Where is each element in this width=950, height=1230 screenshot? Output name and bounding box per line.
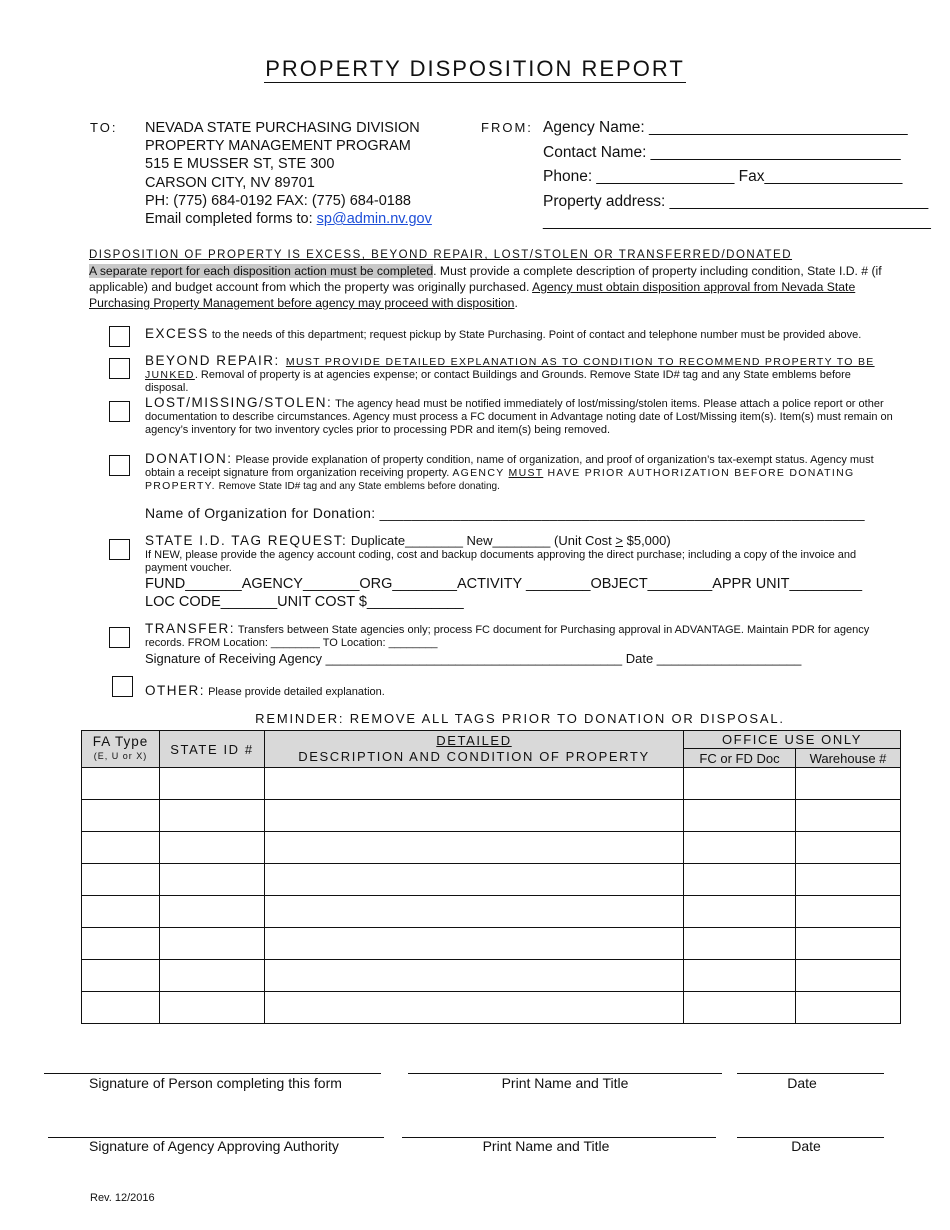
- table-cell[interactable]: [160, 896, 265, 928]
- table-cell[interactable]: [684, 896, 796, 928]
- beyond-repair-option: [145, 354, 895, 395]
- tag-ge-sign: >: [615, 533, 623, 548]
- excess-option: [145, 327, 895, 342]
- donation-checkbox[interactable]: [109, 455, 130, 476]
- warehouse-header: Warehouse #: [796, 749, 901, 768]
- receiving-agency-signature-field[interactable]: Signature of Receiving Agency _________________________________________ Date ____________________: [145, 651, 802, 666]
- lost-checkbox[interactable]: [109, 401, 130, 422]
- table-cell[interactable]: [684, 992, 796, 1024]
- table-cell[interactable]: [265, 768, 684, 800]
- transfer-text: Transfers between State agencies only; process FC document for Purchasing approval in ADVANTAGE. Maintain PDR for agency records. FROM Location: ________ TO Location: ________: [145, 624, 870, 649]
- table-cell[interactable]: [82, 832, 160, 864]
- table-cell[interactable]: [82, 768, 160, 800]
- donation-caps-1: AGENCY: [452, 467, 509, 479]
- print-name-label-1: Print Name and Title: [501, 1075, 629, 1091]
- reminder-text: REMINDER: REMOVE ALL TAGS PRIOR TO DONATION OR DISPOSAL.: [255, 711, 785, 726]
- phone-fax-field[interactable]: Phone: ________________ Fax________________: [543, 168, 903, 186]
- date-label-2: Date: [791, 1138, 821, 1154]
- date-line-1[interactable]: [737, 1073, 884, 1074]
- fa-type-label: FA Type: [92, 734, 149, 749]
- tag-cost-threshold: $5,000): [623, 533, 671, 548]
- other-checkbox[interactable]: [112, 676, 133, 697]
- to-line-3: 515 E MUSSER ST, STE 300: [145, 156, 335, 173]
- lost-option: [145, 396, 895, 437]
- to-address: [145, 119, 432, 228]
- page-title: PROPERTY DISPOSITION REPORT: [265, 56, 685, 81]
- other-text: Please provide detailed explanation.: [205, 686, 385, 698]
- table-cell[interactable]: [684, 928, 796, 960]
- lost-label: LOST/MISSING/STOLEN:: [145, 395, 333, 410]
- table-cell[interactable]: [684, 864, 796, 896]
- print-name-line-1[interactable]: [408, 1073, 722, 1074]
- table-cell[interactable]: [160, 768, 265, 800]
- to-label: TO:: [90, 120, 118, 135]
- person-signature-line[interactable]: [44, 1073, 381, 1074]
- loc-code-field[interactable]: LOC CODE_______UNIT COST $____________: [145, 594, 464, 610]
- property-table: [81, 730, 901, 1024]
- table-row: [82, 832, 901, 864]
- property-address-field[interactable]: Property address: ______________________________: [543, 192, 929, 210]
- donation-tail: Remove State ID# tag and any State emblems before donating.: [215, 481, 500, 492]
- transfer-label: TRANSFER:: [145, 621, 236, 636]
- table-cell[interactable]: [796, 768, 901, 800]
- beyond-repair-checkbox[interactable]: [109, 358, 130, 379]
- fa-type-header: [82, 731, 160, 768]
- table-cell[interactable]: [796, 992, 901, 1024]
- table-cell[interactable]: [82, 800, 160, 832]
- excess-checkbox[interactable]: [109, 326, 130, 347]
- table-row: [82, 768, 901, 800]
- other-label: OTHER:: [145, 683, 206, 698]
- to-line-2: PROPERTY MANAGEMENT PROGRAM: [145, 138, 411, 155]
- disposition-text: . Must provide a complete description of property including condition, State I.D. # (if applicable) and budget account from which the property was originally purchased.: [89, 264, 882, 294]
- other-option: [145, 684, 895, 699]
- print-name-label-2: Print Name and Title: [482, 1138, 610, 1154]
- table-cell[interactable]: [265, 928, 684, 960]
- table-row: [82, 896, 901, 928]
- table-cell[interactable]: [160, 992, 265, 1024]
- table-cell[interactable]: [796, 928, 901, 960]
- email-link[interactable]: sp@admin.nv.gov: [316, 211, 432, 228]
- to-line-1: NEVADA STATE PURCHASING DIVISION: [145, 120, 420, 136]
- table-cell[interactable]: [265, 864, 684, 896]
- fa-type-sub: (E, U or X): [93, 751, 148, 761]
- table-row: [82, 800, 901, 832]
- email-prefix: Email completed forms to:: [145, 211, 317, 228]
- table-cell[interactable]: [684, 832, 796, 864]
- table-row: [82, 928, 901, 960]
- fc-doc-header: FC or FD Doc: [684, 749, 796, 768]
- table-cell[interactable]: [82, 864, 160, 896]
- disposition-notice: [89, 247, 889, 311]
- beyond-repair-requirement: MUST PROVIDE DETAILED EXPLANATION AS TO CONDITION TO RECOMMEND PROPERTY TO BE JUNKED: [145, 356, 875, 381]
- property-address-field-2[interactable]: _____________________________________________: [543, 213, 931, 231]
- lost-text: The agency head must be notified immediately of lost/missing/stolen items. Please attach a police report or other documentation to describe circumstances. Agency must process a FC document in Advantage noting date of Lost/Missing item(s). Item(s) must remain on agency’s inventory for two inventory cycles prior to processing PDR and item(s) being removed.: [145, 398, 893, 436]
- tag-request-checkbox[interactable]: [109, 539, 130, 560]
- approval-requirement: Agency must obtain disposition approval from Nevada State Purchasing Property Management before agency may proceed with disposition: [89, 280, 856, 310]
- tag-duplicate-new[interactable]: Duplicate________ New________ (Unit Cost: [347, 533, 616, 548]
- office-use-header: OFFICE USE ONLY: [684, 731, 901, 749]
- donation-option: [145, 452, 895, 493]
- to-line-5: PH: (775) 684-0192 FAX: (775) 684-0188: [145, 192, 411, 209]
- agency-name-field[interactable]: Agency Name: ______________________________: [543, 119, 908, 136]
- table-cell[interactable]: [160, 928, 265, 960]
- table-cell[interactable]: [160, 864, 265, 896]
- table-cell[interactable]: [265, 960, 684, 992]
- table-row: [82, 960, 901, 992]
- donation-caps-2: HAVE PRIOR AUTHORIZATION BEFORE DONATING PROPERTY.: [145, 467, 855, 492]
- table-cell[interactable]: [82, 928, 160, 960]
- approver-signature-label: Signature of Agency Approving Authority: [89, 1138, 339, 1154]
- from-label: FROM:: [481, 120, 533, 135]
- description-header: [265, 731, 684, 768]
- disposition-heading: DISPOSITION OF PROPERTY IS EXCESS, BEYOND REPAIR, LOST/STOLEN OR TRANSFERRED/DONATED: [89, 249, 793, 261]
- table-cell[interactable]: [684, 800, 796, 832]
- table-cell[interactable]: [796, 896, 901, 928]
- table-cell[interactable]: [82, 896, 160, 928]
- revision-date: Rev. 12/2016: [90, 1192, 155, 1204]
- beyond-repair-label: BEYOND REPAIR:: [145, 353, 280, 368]
- detailed-label: DETAILED: [436, 733, 512, 748]
- table-cell[interactable]: [684, 960, 796, 992]
- table-cell[interactable]: [160, 832, 265, 864]
- table-cell[interactable]: [265, 896, 684, 928]
- table-cell[interactable]: [265, 832, 684, 864]
- table-cell[interactable]: [796, 864, 901, 896]
- table-cell[interactable]: [82, 992, 160, 1024]
- tag-request-text: If NEW, please provide the agency account coding, cost and backup documents approving the direct purchase; including a copy of the invoice and payment voucher.: [145, 549, 857, 574]
- description-label: DESCRIPTION AND CONDITION OF PROPERTY: [298, 749, 650, 764]
- tag-request-option: [145, 534, 895, 611]
- table-cell[interactable]: [796, 832, 901, 864]
- disposition-end: .: [514, 296, 518, 310]
- excess-label: EXCESS: [145, 326, 209, 341]
- person-signature-label: Signature of Person completing this form: [89, 1075, 342, 1091]
- contact-name-field[interactable]: Contact Name: _____________________________: [543, 143, 901, 161]
- to-line-4: CARSON CITY, NV 89701: [145, 174, 315, 191]
- transfer-checkbox[interactable]: [109, 627, 130, 648]
- table-cell[interactable]: [796, 960, 901, 992]
- table-cell[interactable]: [796, 800, 901, 832]
- table-cell[interactable]: [160, 960, 265, 992]
- table-row: [82, 992, 901, 1024]
- beyond-repair-text: . Removal of property is at agencies expense; or contact Buildings and Grounds. Remove State ID# tag and any State emblems before disposal.: [145, 369, 851, 394]
- transfer-option: [145, 622, 895, 667]
- separate-report-note: A separate report for each disposition action must be completed: [89, 264, 434, 278]
- donation-organization-field[interactable]: Name of Organization for Donation: ____________________________________________________________: [145, 505, 865, 521]
- table-cell[interactable]: [265, 992, 684, 1024]
- state-id-header: STATE ID #: [160, 731, 265, 768]
- table-cell[interactable]: [265, 800, 684, 832]
- fund-coding-field[interactable]: FUND_______AGENCY_______ORG________ACTIVITY ________OBJECT________APPR UNIT_________: [145, 576, 863, 592]
- table-row: [82, 864, 901, 896]
- donation-label: DONATION:: [145, 451, 233, 466]
- donation-must: MUST: [508, 467, 544, 479]
- table-cell[interactable]: [82, 960, 160, 992]
- date-label-1: Date: [787, 1075, 817, 1091]
- from-fields: [543, 116, 931, 230]
- excess-text: to the needs of this department; request pickup by State Purchasing. Point of contact and telephone number must be provided above.: [208, 329, 862, 341]
- tag-request-label: STATE I.D. TAG REQUEST:: [145, 533, 348, 548]
- table-cell[interactable]: [160, 800, 265, 832]
- table-cell[interactable]: [684, 768, 796, 800]
- donation-text: Please provide explanation of property condition, name of organization, and proof of organization’s tax-exempt status. Agency must obtain a receipt signature from organization receiving property.: [145, 454, 874, 479]
- to-email-line: [145, 210, 432, 228]
